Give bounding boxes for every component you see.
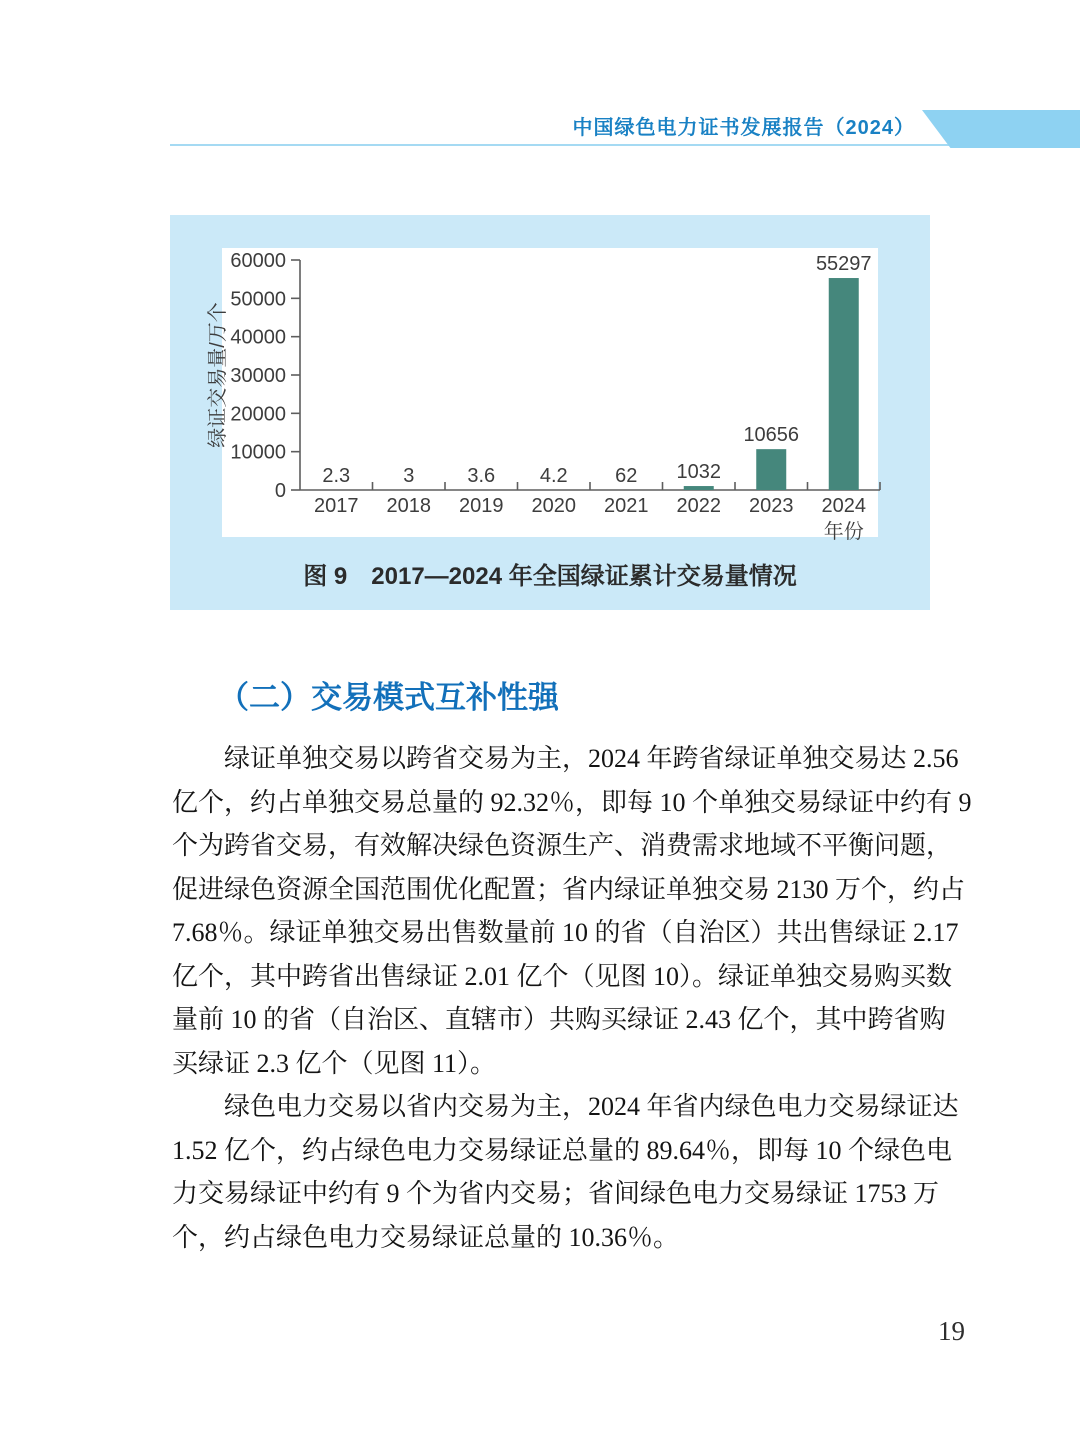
svg-text:10000: 10000 bbox=[230, 441, 286, 464]
svg-text:2019: 2019 bbox=[459, 495, 504, 517]
svg-text:3.6: 3.6 bbox=[467, 464, 496, 487]
svg-text:0: 0 bbox=[274, 480, 286, 502]
section-heading: （二）交易模式互补性强 bbox=[218, 680, 559, 715]
svg-text:2.3: 2.3 bbox=[322, 464, 351, 487]
svg-text:2022: 2022 bbox=[676, 495, 721, 517]
svg-text:2024: 2024 bbox=[821, 495, 866, 517]
figure-caption: 图 9 2017—2024 年全国绿证累计交易量情况 bbox=[303, 563, 797, 590]
svg-text:40000: 40000 bbox=[230, 326, 286, 349]
figure-panel bbox=[170, 215, 930, 610]
body-text bbox=[172, 737, 972, 1259]
svg-text:3: 3 bbox=[403, 464, 415, 487]
header-divider-line bbox=[170, 144, 1080, 146]
svg-text:60000: 60000 bbox=[230, 250, 286, 272]
page-number: 19 bbox=[938, 1316, 965, 1346]
svg-text:绿证交易量/万个: 绿证交易量/万个 bbox=[207, 302, 229, 448]
svg-text:2017: 2017 bbox=[314, 495, 359, 517]
chart-plot-area bbox=[222, 248, 878, 537]
svg-text:4.2: 4.2 bbox=[539, 464, 568, 487]
bar-chart bbox=[170, 215, 930, 610]
body-line: 个为跨省交易，有效解决绿色资源生产、消费需求地域不平衡问题， bbox=[172, 831, 953, 860]
body-line: 亿个，其中跨省出售绿证 2.01 亿个（见图 10）。绿证单独交易购买数 bbox=[172, 961, 953, 991]
svg-text:年份: 年份 bbox=[823, 521, 864, 543]
body-line: 买绿证 2.3 亿个（见图 11）。 bbox=[172, 1048, 497, 1078]
body-line: 个，约占绿色电力交易绿证总量的 10.36％。 bbox=[172, 1222, 680, 1252]
header-accent-shape bbox=[922, 110, 1080, 148]
body-line: 量前 10 的省（自治区、直辖市）共购买绿证 2.43 亿个，其中跨省购 bbox=[172, 1005, 946, 1034]
body-line: 力交易绿证中约有 9 个为省内交易；省间绿色电力交易绿证 1753 万 bbox=[172, 1179, 940, 1208]
body-line: 绿色电力交易以省内交易为主，2024 年省内绿色电力交易绿证达 bbox=[224, 1092, 959, 1121]
body-line: 7.68％。绿证单独交易出售数量前 10 的省（自治区）共出售绿证 2.17 bbox=[172, 918, 959, 947]
svg-text:62: 62 bbox=[615, 464, 638, 487]
svg-text:50000: 50000 bbox=[230, 288, 286, 311]
svg-text:10656: 10656 bbox=[743, 424, 800, 447]
svg-text:30000: 30000 bbox=[230, 365, 286, 387]
body-line: 亿个，约占单独交易总量的 92.32％，即每 10 个单独交易绿证中约有 9 bbox=[172, 787, 972, 817]
svg-text:2023: 2023 bbox=[749, 495, 794, 517]
svg-text:2020: 2020 bbox=[531, 495, 576, 517]
svg-text:20000: 20000 bbox=[230, 403, 286, 426]
svg-text:2021: 2021 bbox=[604, 495, 649, 517]
report-title: 中国绿色电力证书发展报告（2024） bbox=[572, 117, 915, 139]
body-line: 1.52 亿个，约占绿色电力交易绿证总量的 89.64％，即每 10 个绿色电 bbox=[172, 1135, 953, 1165]
body-line: 促进绿色资源全国范围优化配置；省内绿证单独交易 2130 万个，约占 bbox=[172, 874, 966, 904]
svg-text:1032: 1032 bbox=[676, 461, 721, 484]
svg-text:55297: 55297 bbox=[815, 253, 872, 276]
body-line: 绿证单独交易以跨省交易为主，2024 年跨省绿证单独交易达 2.56 bbox=[224, 744, 959, 773]
svg-text:2018: 2018 bbox=[386, 495, 431, 517]
